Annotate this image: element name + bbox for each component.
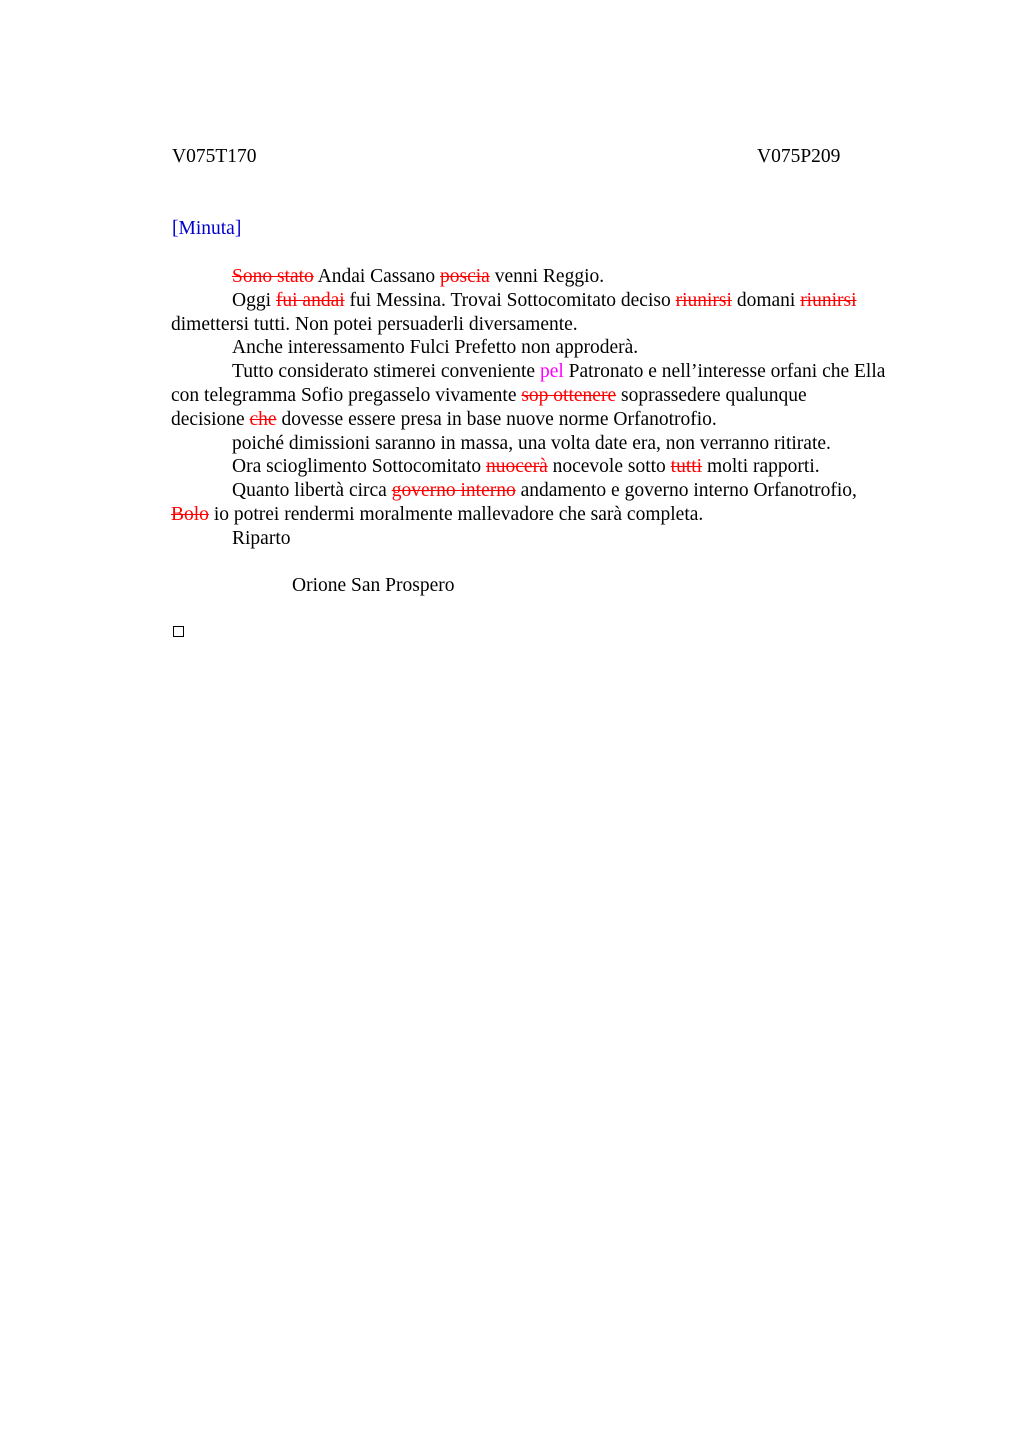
text-segment: nocevole sotto [547, 456, 671, 478]
document-code-left: V075T170 [172, 146, 257, 167]
text-segment: Anche interessamento Fulci Prefetto non approderà. [232, 337, 639, 359]
letter-body [171, 265, 936, 551]
deleted-text: riunirsi [675, 289, 732, 311]
deleted-text: poscia [440, 266, 490, 287]
text-segment: Riparto [232, 527, 291, 549]
text-segment: venni Reggio. [489, 266, 605, 287]
body-line [171, 432, 936, 456]
deleted-text: sop ottenere [521, 384, 617, 406]
body-line [171, 527, 936, 551]
body-line [171, 336, 936, 360]
text-segment: dovesse essere presa in base nuove norme Orfanotrofio. [276, 408, 717, 430]
empty-square-box [173, 626, 184, 637]
text-segment: soprassedere qualunque [616, 384, 807, 406]
deleted-text: tutti [670, 456, 703, 478]
inserted-text: pel [539, 361, 564, 383]
deleted-text: fui andai [275, 289, 345, 311]
text-segment: io potrei rendermi moralmente mallevadore che sarà completa. [208, 503, 704, 525]
text-segment: domani [731, 289, 801, 311]
deleted-text: governo interno [391, 480, 516, 502]
text-segment: poiché dimissioni saranno in massa, una volta date era, non verranno ritirate. [232, 432, 831, 454]
deleted-text: nuocerà [486, 456, 548, 478]
body-line [171, 479, 936, 503]
deleted-text: Bolo [171, 503, 209, 525]
text-segment: andamento e governo interno Orfanotrofio, [515, 480, 857, 502]
text-segment: Andai Cassano [313, 266, 441, 287]
signature: Orione San Prospero [292, 575, 455, 596]
text-segment: Ora scioglimento Sottocomitato [232, 456, 487, 478]
document-code-right: V075P209 [757, 146, 841, 167]
body-line [171, 503, 936, 527]
text-segment: fui Messina. Trovai Sottocomitato deciso [344, 289, 676, 311]
text-segment: Oggi [232, 289, 276, 311]
deleted-text: riunirsi [800, 289, 857, 311]
text-segment: dimettersi tutti. Non potei persuaderli diversamente. [171, 313, 578, 335]
body-line [171, 384, 936, 408]
text-segment: molti rapporti. [702, 456, 820, 478]
text-segment: con telegramma Sofio pregasselo vivamente [171, 384, 522, 406]
minuta-label: [Minuta] [172, 218, 242, 239]
text-segment: Quanto libertà circa [232, 480, 392, 502]
body-line [171, 265, 936, 289]
text-segment: Patronato e nell’interesse orfani che Ella [563, 361, 886, 383]
body-line [171, 289, 936, 313]
body-line [171, 360, 936, 384]
deleted-text: Sono stato [232, 266, 314, 287]
text-segment: Tutto considerato stimerei conveniente [232, 361, 540, 383]
deleted-text: che [249, 408, 277, 430]
text-segment: decisione [171, 408, 250, 430]
body-line [171, 313, 936, 337]
body-line [171, 455, 936, 479]
body-line [171, 408, 936, 432]
